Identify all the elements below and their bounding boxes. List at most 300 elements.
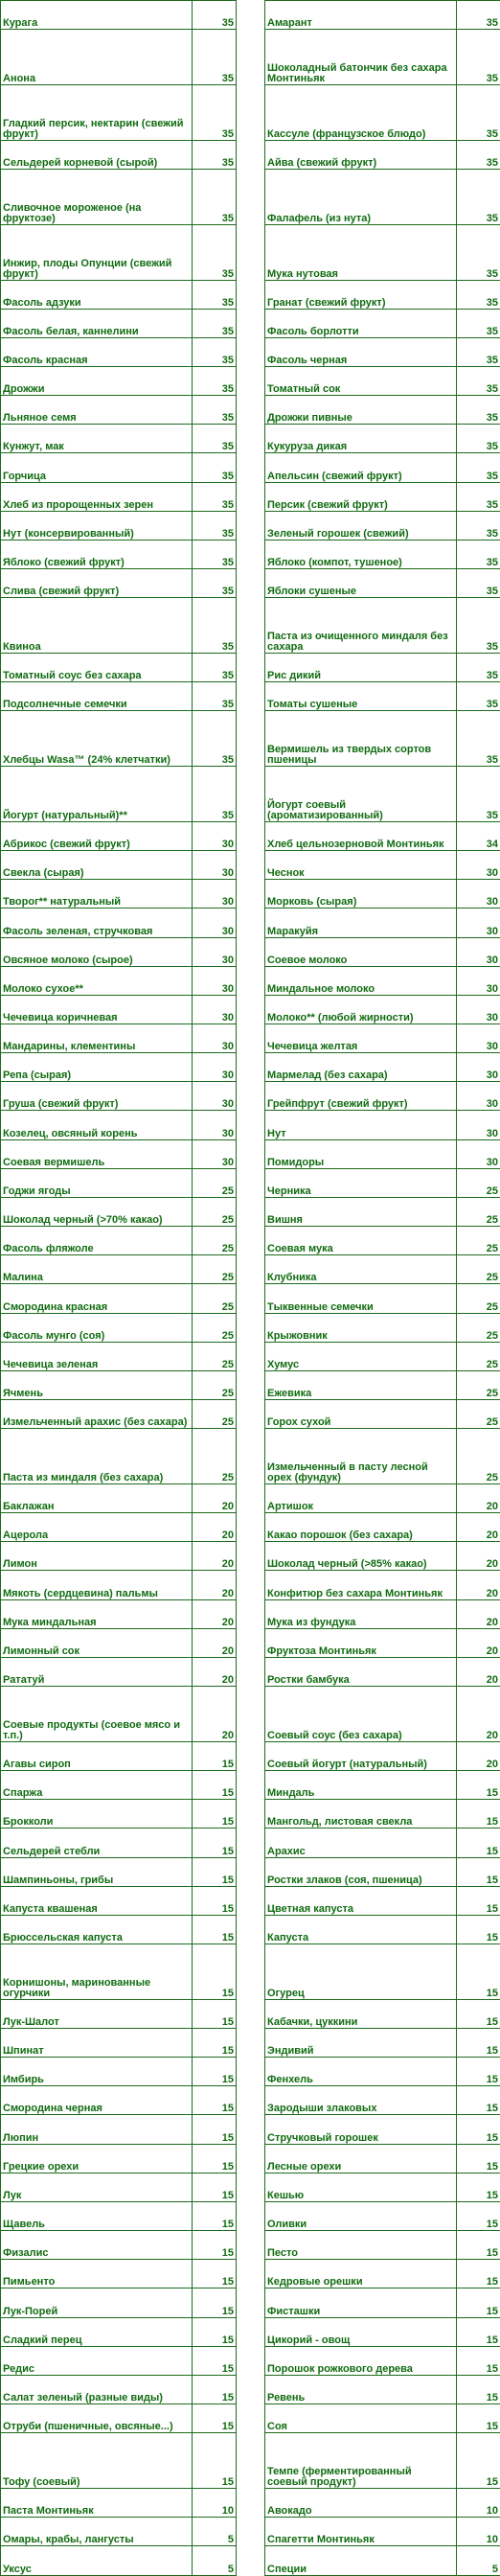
table-row xyxy=(1,2404,500,2432)
food-name-left: Салат зеленый (разные виды) xyxy=(1,2375,193,2404)
gi-value-right: 15 xyxy=(457,2058,500,2086)
table-row xyxy=(1,851,500,880)
table-row xyxy=(1,482,500,511)
gi-value-right: 15 xyxy=(457,2173,500,2201)
food-name-right: Мангольд, листовая свекла xyxy=(265,1800,457,1828)
gi-value-right: 25 xyxy=(457,1342,500,1370)
gi-value-right: 15 xyxy=(457,2231,500,2260)
gi-value-left: 15 xyxy=(193,2115,237,2144)
food-name-left: Агавы сироп xyxy=(1,1741,193,1770)
gi-value-left: 30 xyxy=(193,880,237,908)
gi-value-left: 30 xyxy=(193,851,237,880)
column-gap xyxy=(237,995,265,1024)
table-row xyxy=(1,1800,500,1828)
column-gap xyxy=(237,2433,265,2489)
gi-value-left: 15 xyxy=(193,2433,237,2489)
food-name-right: Капуста xyxy=(265,1915,457,1944)
food-name-right: Стручковый горошек xyxy=(265,2115,457,2144)
food-name-right: Шоколад черный (>85% какао) xyxy=(265,1542,457,1571)
table-row xyxy=(1,1227,500,1255)
food-name-left: Рататуй xyxy=(1,1657,193,1686)
food-name-right: Персик (свежий фрукт) xyxy=(265,482,457,511)
food-name-left: Спаржа xyxy=(1,1771,193,1800)
gi-value-left: 35 xyxy=(193,540,237,568)
gi-value-right: 15 xyxy=(457,1828,500,1857)
gi-value-left: 30 xyxy=(193,966,237,995)
gi-value-right: 35 xyxy=(457,224,500,280)
food-name-right: Кедровые орешки xyxy=(265,2260,457,2288)
gi-value-right: 15 xyxy=(457,2144,500,2173)
food-name-left: Хлеб из пророщенных зерен xyxy=(1,482,193,511)
table-row xyxy=(1,2375,500,2404)
gi-value-left: 15 xyxy=(193,2144,237,2173)
food-name-left: Инжир, плоды Опунции (свежий фрукт) xyxy=(1,224,193,280)
table-row xyxy=(1,1484,500,1513)
table-row xyxy=(1,1513,500,1542)
food-name-left: Капуста квашеная xyxy=(1,1886,193,1915)
food-name-left: Слива (свежий фрукт) xyxy=(1,569,193,598)
gi-value-left: 15 xyxy=(193,1886,237,1915)
column-gap xyxy=(237,1999,265,2028)
column-gap xyxy=(237,2375,265,2404)
gi-value-right: 34 xyxy=(457,821,500,850)
food-name-right: Какао порошок (без сахара) xyxy=(265,1513,457,1542)
food-name-right: Мука из фундука xyxy=(265,1599,457,1628)
gi-value-left: 35 xyxy=(193,30,237,85)
gi-value-left: 35 xyxy=(193,140,237,169)
table-row xyxy=(1,1313,500,1342)
column-gap xyxy=(237,453,265,482)
gi-value-left: 35 xyxy=(193,309,237,337)
gi-value-left: 20 xyxy=(193,1513,237,1542)
table-row xyxy=(1,1599,500,1628)
gi-value-right: 25 xyxy=(457,1168,500,1197)
gi-value-right: 35 xyxy=(457,309,500,337)
gi-value-left: 35 xyxy=(193,224,237,280)
gi-value-right: 35 xyxy=(457,84,500,140)
food-name-right: Гранат (свежий фрукт) xyxy=(265,280,457,309)
gi-value-left: 5 xyxy=(193,2546,237,2576)
food-name-left: Йогурт (натуральный)** xyxy=(1,767,193,822)
food-name-right: Арахис xyxy=(265,1828,457,1857)
gi-value-right: 30 xyxy=(457,1024,500,1053)
gi-value-right: 25 xyxy=(457,1429,500,1484)
gi-value-right: 15 xyxy=(457,1886,500,1915)
food-name-left: Чечевица коричневая xyxy=(1,995,193,1024)
gi-value-left: 10 xyxy=(193,2488,237,2517)
gi-value-right: 30 xyxy=(457,908,500,937)
food-name-right: Вермишель из твердых сортов пшеницы xyxy=(265,711,457,767)
gi-value-left: 25 xyxy=(193,1255,237,1284)
table-row xyxy=(1,1944,500,1999)
table-row xyxy=(1,396,500,425)
column-gap xyxy=(237,425,265,453)
gi-value-left: 15 xyxy=(193,2086,237,2115)
column-gap xyxy=(237,30,265,85)
gi-value-right: 25 xyxy=(457,1313,500,1342)
food-name-left: Соевые продукты (соевое мясо и т.п.) xyxy=(1,1687,193,1742)
gi-value-left: 25 xyxy=(193,1227,237,1255)
food-name-right: Кешью xyxy=(265,2173,457,2201)
gi-value-right: 20 xyxy=(457,1741,500,1770)
gi-value-right: 25 xyxy=(457,1227,500,1255)
food-name-right: Миндальное молоко xyxy=(265,966,457,995)
food-name-right: Огурец xyxy=(265,1944,457,1999)
food-name-left: Томатный соус без сахара xyxy=(1,654,193,682)
table-row xyxy=(1,1053,500,1082)
gi-value-right: 15 xyxy=(457,1771,500,1800)
gi-value-left: 25 xyxy=(193,1168,237,1197)
column-gap xyxy=(237,937,265,966)
gi-value-left: 35 xyxy=(193,425,237,453)
food-name-right: Песто xyxy=(265,2231,457,2260)
gi-value-left: 15 xyxy=(193,2028,237,2057)
column-gap xyxy=(237,1571,265,1599)
gi-value-right: 25 xyxy=(457,1197,500,1226)
gi-value-right: 35 xyxy=(457,366,500,395)
column-gap xyxy=(237,1513,265,1542)
food-name-right: Цветная капуста xyxy=(265,1886,457,1915)
table-row xyxy=(1,1741,500,1770)
table-row xyxy=(1,1857,500,1886)
food-name-left: Дрожжи xyxy=(1,366,193,395)
column-gap xyxy=(237,1429,265,1484)
column-gap xyxy=(237,140,265,169)
food-name-left: Физалис xyxy=(1,2231,193,2260)
gi-value-right: 25 xyxy=(457,1400,500,1429)
gi-value-left: 20 xyxy=(193,1571,237,1599)
food-name-right: Черника xyxy=(265,1168,457,1197)
table-row xyxy=(1,937,500,966)
table-row xyxy=(1,598,500,654)
gi-value-left: 35 xyxy=(193,569,237,598)
table-row xyxy=(1,169,500,224)
table-row xyxy=(1,1886,500,1915)
gi-value-right: 20 xyxy=(457,1599,500,1628)
gi-value-left: 35 xyxy=(193,169,237,224)
gi-value-left: 15 xyxy=(193,1741,237,1770)
gi-value-right: 35 xyxy=(457,711,500,767)
column-gap xyxy=(237,2404,265,2432)
food-name-left: Мякоть (сердцевина) пальмы xyxy=(1,1571,193,1599)
table-row xyxy=(1,2058,500,2086)
gi-value-right: 5 xyxy=(457,2546,500,2576)
gi-value-left: 25 xyxy=(193,1313,237,1342)
gi-value-right: 20 xyxy=(457,1628,500,1657)
column-gap xyxy=(237,366,265,395)
gi-value-left: 35 xyxy=(193,711,237,767)
column-gap xyxy=(237,711,265,767)
gi-value-right: 15 xyxy=(457,2317,500,2346)
gi-value-right: 30 xyxy=(457,1082,500,1111)
food-name-right: Соевое молоко xyxy=(265,937,457,966)
food-name-right: Конфитюр без сахара Монтиньяк xyxy=(265,1571,457,1599)
table-row xyxy=(1,1687,500,1742)
food-name-left: Малина xyxy=(1,1255,193,1284)
gi-value-left: 25 xyxy=(193,1197,237,1226)
column-gap xyxy=(237,1370,265,1399)
column-gap xyxy=(237,280,265,309)
food-name-left: Соевая вермишель xyxy=(1,1139,193,1168)
gi-value-right: 35 xyxy=(457,682,500,711)
food-name-right: Айва (свежий фрукт) xyxy=(265,140,457,169)
food-name-left: Яблоко (свежий фрукт) xyxy=(1,540,193,568)
food-name-right: Соевый соус (без сахара) xyxy=(265,1687,457,1742)
gi-value-right: 20 xyxy=(457,1484,500,1513)
table-row xyxy=(1,569,500,598)
food-name-left: Хлебцы Wasa™ (24% клетчатки) xyxy=(1,711,193,767)
gi-value-right: 30 xyxy=(457,995,500,1024)
food-name-right: Нут xyxy=(265,1111,457,1139)
food-name-right: Ревень xyxy=(265,2375,457,2404)
food-name-left: Лук-Порей xyxy=(1,2288,193,2317)
food-name-right: Крыжовник xyxy=(265,1313,457,1342)
table-row xyxy=(1,1024,500,1053)
table-row xyxy=(1,2488,500,2517)
column-gap xyxy=(237,1313,265,1342)
table-row xyxy=(1,1082,500,1111)
gi-value-right: 30 xyxy=(457,851,500,880)
food-name-left: Горчица xyxy=(1,453,193,482)
food-name-left: Имбирь xyxy=(1,2058,193,2086)
column-gap xyxy=(237,540,265,568)
gi-value-left: 15 xyxy=(193,1800,237,1828)
food-name-right: Спагетти Монтиньяк xyxy=(265,2518,457,2546)
gi-value-left: 15 xyxy=(193,2375,237,2404)
food-name-left: Анона xyxy=(1,30,193,85)
food-name-left: Сливочное мороженое (на фруктозе) xyxy=(1,169,193,224)
table-row xyxy=(1,1168,500,1197)
food-name-right: Ежевика xyxy=(265,1370,457,1399)
food-name-left: Щавель xyxy=(1,2201,193,2230)
column-gap xyxy=(237,1886,265,1915)
gi-value-left: 5 xyxy=(193,2518,237,2546)
food-name-left: Брюссельская капуста xyxy=(1,1915,193,1944)
food-name-left: Лук-Шалот xyxy=(1,1999,193,2028)
food-name-right: Кукуруза дикая xyxy=(265,425,457,453)
gi-value-right: 35 xyxy=(457,337,500,366)
gi-value-left: 15 xyxy=(193,2404,237,2432)
gi-value-right: 35 xyxy=(457,540,500,568)
food-name-right: Дрожжи пивные xyxy=(265,396,457,425)
food-name-left: Измельченный арахис (без сахара) xyxy=(1,1400,193,1429)
table-row xyxy=(1,2546,500,2576)
table-row xyxy=(1,511,500,540)
gi-value-left: 15 xyxy=(193,2288,237,2317)
gi-value-right: 15 xyxy=(457,2433,500,2489)
table-row xyxy=(1,1255,500,1284)
food-name-right: Мука нутовая xyxy=(265,224,457,280)
column-gap xyxy=(237,1800,265,1828)
column-gap xyxy=(237,1687,265,1742)
gi-value-right: 35 xyxy=(457,654,500,682)
table-row xyxy=(1,2028,500,2057)
column-gap xyxy=(237,1255,265,1284)
food-name-right: Шоколадный батончик без сахара Монтиньяк xyxy=(265,30,457,85)
gi-value-right: 15 xyxy=(457,1944,500,1999)
food-name-left: Уксус xyxy=(1,2546,193,2576)
food-name-right: Соевая мука xyxy=(265,1227,457,1255)
gi-value-right: 15 xyxy=(457,2115,500,2144)
column-gap xyxy=(237,482,265,511)
food-name-right: Фасоль черная xyxy=(265,337,457,366)
gi-value-left: 20 xyxy=(193,1542,237,1571)
column-gap xyxy=(237,569,265,598)
gi-value-left: 15 xyxy=(193,1857,237,1886)
table-row xyxy=(1,2086,500,2115)
food-name-right: Фруктоза Монтиньяк xyxy=(265,1628,457,1657)
food-name-right: Клубника xyxy=(265,1255,457,1284)
table-row xyxy=(1,1284,500,1313)
food-name-right: Чеснок xyxy=(265,851,457,880)
food-name-left: Пимьенто xyxy=(1,2260,193,2288)
column-gap xyxy=(237,2028,265,2057)
gi-value-left: 15 xyxy=(193,1999,237,2028)
food-name-right: Темпе (ферментированный соевый продукт) xyxy=(265,2433,457,2489)
food-name-left: Корнишоны, маринованные огурчики xyxy=(1,1944,193,1999)
food-name-left: Ячмень xyxy=(1,1370,193,1399)
column-gap xyxy=(237,169,265,224)
food-name-left: Лук xyxy=(1,2173,193,2201)
table-row xyxy=(1,540,500,568)
column-gap xyxy=(237,337,265,366)
food-name-left: Гладкий персик, нектарин (свежий фрукт) xyxy=(1,84,193,140)
gi-value-right: 15 xyxy=(457,1999,500,2028)
gi-value-left: 15 xyxy=(193,2260,237,2288)
food-name-right: Морковь (сырая) xyxy=(265,880,457,908)
food-name-left: Шпинат xyxy=(1,2028,193,2057)
gi-value-right: 15 xyxy=(457,1800,500,1828)
gi-value-left: 25 xyxy=(193,1400,237,1429)
gi-value-left: 25 xyxy=(193,1342,237,1370)
food-name-left: Ацерола xyxy=(1,1513,193,1542)
food-name-left: Фасоль белая, каннелини xyxy=(1,309,193,337)
gi-value-right: 35 xyxy=(457,425,500,453)
food-name-left: Курага xyxy=(1,1,193,30)
food-name-right: Измельченный в пасту лесной орех (фундук) xyxy=(265,1429,457,1484)
gi-value-right: 15 xyxy=(457,2028,500,2057)
column-gap xyxy=(237,1542,265,1571)
column-gap xyxy=(237,851,265,880)
food-name-right: Эндивий xyxy=(265,2028,457,2057)
column-gap xyxy=(237,2201,265,2230)
gi-value-right: 35 xyxy=(457,1,500,30)
food-name-right: Горох сухой xyxy=(265,1400,457,1429)
gi-value-left: 25 xyxy=(193,1429,237,1484)
gi-value-left: 35 xyxy=(193,511,237,540)
column-gap xyxy=(237,2488,265,2517)
food-name-right: Специи xyxy=(265,2546,457,2576)
column-gap xyxy=(237,1599,265,1628)
gi-value-left: 15 xyxy=(193,1944,237,1999)
table-row xyxy=(1,1999,500,2028)
table-row xyxy=(1,2144,500,2173)
gi-value-right: 20 xyxy=(457,1687,500,1742)
food-name-right: Фасоль борлотти xyxy=(265,309,457,337)
food-name-right: Ростки злаков (соя, пшеница) xyxy=(265,1857,457,1886)
food-name-right: Фенхель xyxy=(265,2058,457,2086)
table-row xyxy=(1,1915,500,1944)
table-row xyxy=(1,425,500,453)
column-gap xyxy=(237,1628,265,1657)
food-name-left: Груша (свежий фрукт) xyxy=(1,1082,193,1111)
column-gap xyxy=(237,2317,265,2346)
table-row xyxy=(1,682,500,711)
food-name-right: Фалафель (из нута) xyxy=(265,169,457,224)
table-row xyxy=(1,1429,500,1484)
food-name-right: Кассуле (французское блюдо) xyxy=(265,84,457,140)
food-name-left: Грецкие орехи xyxy=(1,2144,193,2173)
gi-value-right: 35 xyxy=(457,511,500,540)
column-gap xyxy=(237,309,265,337)
column-gap xyxy=(237,1400,265,1429)
food-name-left: Нут (консервированный) xyxy=(1,511,193,540)
column-gap xyxy=(237,821,265,850)
food-name-right: Молоко** (любой жирности) xyxy=(265,995,457,1024)
table-row xyxy=(1,309,500,337)
gi-value-left: 30 xyxy=(193,908,237,937)
gi-value-left: 15 xyxy=(193,2058,237,2086)
gi-value-right: 35 xyxy=(457,396,500,425)
gi-value-left: 35 xyxy=(193,337,237,366)
gi-value-left: 20 xyxy=(193,1484,237,1513)
column-gap xyxy=(237,1053,265,1082)
food-name-left: Лимон xyxy=(1,1542,193,1571)
food-name-right: Артишок xyxy=(265,1484,457,1513)
food-name-left: Фасоль зеленая, стручковая xyxy=(1,908,193,937)
food-name-left: Фасоль фляжоле xyxy=(1,1227,193,1255)
column-gap xyxy=(237,767,265,822)
gi-value-left: 15 xyxy=(193,2231,237,2260)
gi-value-left: 15 xyxy=(193,1828,237,1857)
food-name-right: Йогурт соевый (ароматизированный) xyxy=(265,767,457,822)
column-gap xyxy=(237,1139,265,1168)
column-gap xyxy=(237,1284,265,1313)
gi-value-right: 35 xyxy=(457,453,500,482)
gi-value-left: 35 xyxy=(193,482,237,511)
table-row xyxy=(1,337,500,366)
gi-value-left: 30 xyxy=(193,1053,237,1082)
food-name-left: Абрикос (свежий фрукт) xyxy=(1,821,193,850)
table-row xyxy=(1,1342,500,1370)
gi-value-left: 25 xyxy=(193,1284,237,1313)
table-row xyxy=(1,1111,500,1139)
food-name-left: Фасоль адзуки xyxy=(1,280,193,309)
food-name-right: Оливки xyxy=(265,2201,457,2230)
column-gap xyxy=(237,908,265,937)
food-name-right: Соевый йогурт (натуральный) xyxy=(265,1741,457,1770)
column-gap xyxy=(237,1197,265,1226)
table-row xyxy=(1,2317,500,2346)
table-row xyxy=(1,995,500,1024)
gi-value-left: 35 xyxy=(193,598,237,654)
column-gap xyxy=(237,966,265,995)
table-row xyxy=(1,2433,500,2489)
food-name-right: Чечевица желтая xyxy=(265,1024,457,1053)
gi-value-right: 15 xyxy=(457,2260,500,2288)
gi-value-right: 15 xyxy=(457,1857,500,1886)
table-row xyxy=(1,280,500,309)
gi-value-left: 35 xyxy=(193,280,237,309)
gi-value-right: 10 xyxy=(457,2488,500,2517)
food-name-left: Редис xyxy=(1,2346,193,2375)
table-row xyxy=(1,2231,500,2260)
column-gap xyxy=(237,1484,265,1513)
food-name-right: Тыквенные семечки xyxy=(265,1284,457,1313)
gi-value-right: 30 xyxy=(457,1111,500,1139)
column-gap xyxy=(237,1,265,30)
table-row xyxy=(1,1400,500,1429)
